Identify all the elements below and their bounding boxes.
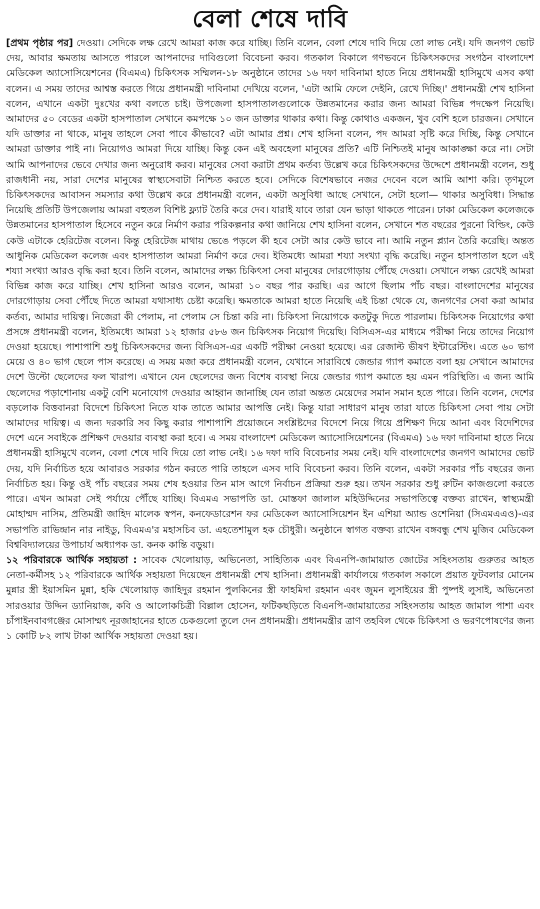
article-paragraph-text: দেওয়া। সেদিকে লক্ষ রেখে আমরা কাজ করে যাচ্ছি। তিনি বলেন, বেলা শেষে দাবি দিয়ে তো লাভ নেই। যদি জনগণ ভোট দেয়, আবার ক্ষমতায় আসতে পারলে আপনাদের দাবিগুলো বিবেচনা করব। গতকাল বিকালে গণভবনে চিকিৎসকদের সংগঠন বাংলাদেশ মেডিকেল অ্যাসোসিয়েশনের (বিএমএ) চিকিৎসক সম্মিলন-১৮ অনুষ্ঠানে তাদের ১৬ দফা দাবিনামা হাতে নিয়ে প্রধানমন্ত্রী হাসিমুখে এসব কথা বলেন। এ সময় তাদের আশ্বস্ত করতে গিয়ে প্রধানমন্ত্রী দাবিনামা দেখিয়ে বলেন, 'এটা আমি ফেলে দেইনি, রেখে দিচ্ছি।' প্রধানমন্ত্রী শেখ হাসিনা বলেন, এখানে একটা দুঃখের কথা বলতে চাই। উপজেলা হাসপাতালগুলোকে উন্নতমানের করার জন্য আমরা বিভিন্ন পদক্ষেপ নিয়েছি। আমাদের ৫০ বেডের একটা হাসপাতাল সেখানে কমপক্ষে ১০ জন ডাক্তার থাকার কথা। কিন্তু কোথাও একজন, খুব বেশি হলে চারজন। সেখানে যদি ডাক্তার না থাকে, মানুষ তাহলে সেবা পাবে কীভাবে? এটা আমার প্রশ্ন। শেখ হাসিনা বলেন, পদ আমরা সৃষ্টি করে দিচ্ছি, কিন্তু সেখানে আমরা ডাক্তার পাই না। নিয়োগও আমরা দিয়ে যাচ্ছি। কিন্তু কেন এই অবহেলা মানুষের প্রতি? এটি নিশ্চিতই মানুষ আকাঙ্ক্ষা করে না। সেটা আমি আপনাদের ভেবে দেখার জন্য অনুরোধ করব। মানুষের সেবা করাটা প্রথম কর্তব্য উল্লেখ করে চিকিৎসকদের উদ্দেশে প্রধানমন্ত্রী বলেন, শুধু রাজধানী নয়, সারা দেশের মানুষের স্বাস্থ্যসেবাটা নিশ্চিত করতে হবে। সেদিকে বিশেষভাবে নজর দেবেন বলে আমি আশা করি। তৃণমূলে চিকিৎসকদের আবাসন সমস্যার কথা উল্লেখ করে প্রধানমন্ত্রী বলেন, একটা অসুবিধা আছে সেখানে, সেটা হলো— থাকার অসুবিধা। সিদ্ধান্ত নিয়েছি প্রতিটি উপজেলায় আমরা বহুতল বিশিষ্ট ফ্ল্যাট তৈরি করে দেব। যারাই যাবে তারা যেন ভাড়া থাকতে পারেন। ঢাকা মেডিকেল কলেজকে উন্নতমানের হাসপাতাল হিসেবে নতুন করে নির্মাণ করার পরিকল্পনার কথা জানিয়ে শেখ হাসিনা বলেন, সেখানে শত বছরের পুরনো বিল্ডিং, কেউ কেউ এটাকে হেরিটেজ বলেন। কিন্তু হেরিটেজ মাথায় ভেঙে পড়লে কী হবে সেটা আর কেউ ভাবে না। আমি নতুন প্ল্যান তৈরি করেছি। অন্তত আধুনিক মেডিকেল কলেজ এবং হাসপাতাল আমরা নির্মাণ করে দেব। ইতিমধ্যে আমরা শয্যা সংখ্যা বৃদ্ধি করেছি। নতুন হাসপাতাল হলে এই শয্যা সংখ্যা আরও বৃদ্ধি করা হবে। তিনি বলেন, আমাদের লক্ষ্য চিকিৎসা সেবা মানুষের দোরগোড়ায় পৌঁছে দেওয়া। সেখানে লক্ষ্য রেখেই আমরা বিভিন্ন কাজ করে যাচ্ছি। শেখ হাসিনা আরও বলেন, আমরা ১০ বছর পার করছি। এর আগে ছিলাম পাঁচ বছর। বাংলাদেশের মানুষের দোরগোড়ায় সেবা পৌঁছে দিতে আমরা যথাসাধ্য চেষ্টা করেছি। ক্ষমতাকে আমরা হাতে নিয়েছি এই চিন্তা থেকে যে, জনগণের সেবা করা আমার কর্তব্য, আমার দায়িত্ব। নিজেরা কী পেলাম, না পেলাম সে চিন্তা করি না। চিকিৎসা নিয়োগকে কতটুকু দিতে পারলাম। চিকিৎসক নিয়োগের কথা প্রসঙ্গে প্রধানমন্ত্রী বলেন, ইতিমধ্যে আমরা ১২ হাজার ৫৮৬ জন চিকিৎসক নিয়োগ দিয়েছি। বিসিএস-এর মাধ্যমে পরীক্ষা নিয়ে তাদের নিয়োগ দেওয়া হয়েছে। পাশাপাশি শুধু চিকিৎসকদের জন্য বিসিএস-এর একটি পরীক্ষা নেওয়া হয়েছে। এর রেজাল্ট ভীষণ ইন্টারেস্টিং। এতে ৬০ ভাগ মেয়ে ও ৪০ ভাগ ছেলে পাস করেছে। এ সময় মজা করে প্রধানমন্ত্রী বলেন, যেখানে সারাবিশ্বে জেন্ডার গ্যাপ কমাতে বলা হয় সেখানে আমাদের দেশে উল্টো ছেলেদের ফল খারাপ। এখানে যেন ছেলেদের জন্য বিশেষ ব্যবস্থা নিয়ে জেন্ডার গ্যাপ কমাতে হয় এমন পরিস্থিতি। এ জন্য আমি ছেলেদের পড়াশোনায় একটু বেশি মনোযোগ দেওয়ার আহ্বান জানাচ্ছি যেন তারা অন্তত মেয়েদের সমান সমান হতে পারে। তিনি বলেন, দেশের বড়লোক বিত্তবানরা বিদেশে চিকিৎসা নিতে যাক তাতে আমার আপত্তি নেই। কিন্তু যারা সাধারণ মানুষ তারা যাতে চিকিৎসা সেবা পায় সেটা আমাদের দায়িত্ব। এ জন্য দরকারি সব কিছু করার পাশাপাশি প্রয়োজনে সংশ্লিষ্টদের বিদেশে নিয়ে গিয়ে প্রশিক্ষণ দিয়ে আনা এবং বিদেশিদের দেশে এনে সবাইকে প্রশিক্ষণ দেওয়ার ব্যবস্থা করা হবে। এ সময় বাংলাদেশ মেডিকেল অ্যাসোসিয়েশনের (বিএমএ) ১৬ দফা দাবিনামা হাতে নিয়ে প্রধানমন্ত্রী হাসিমুখে বলেন, বেলা শেষে দাবি দিয়ে তো লাভ নেই। ১৬ দফা দাবি বিবেচনার সময় নেই। যদি বাংলাদেশের জনগণ আমাদের ভোট দেয়, যদি নির্বাচিত হয়ে আবারও সরকার গঠন করতে পারি তাহলে এসব দাবি বিবেচনা করব। তিনি বলেন, একটা সরকার পাঁচ বছরের জন্য নির্বাচিত হয়। কিন্তু ওই পাঁচ বছরের সময় শেষ হওয়ার তিন মাস আগে নির্বাচন প্রক্রিয়া শুরু হয়। তখন সরকার শুধু রুটিন কাজগুলো করতে পারে। এখন আমরা সেই পর্যায়ে পৌঁছে যাচ্ছি। বিএমএ সভাপতি ডা. মোস্তফা জালাল মহিউদ্দিনের সভাপতিত্বে বক্তব্য রাখেন, স্বাস্থ্যমন্ত্রী মোহাম্মদ নাসিম, প্রতিমন্ত্রী জাহিদ মালেক স্বপন, কনফেডারেশন ফর মেডিকেল অ্যাসোসিয়েশন ইন এশিয়া অ্যান্ড ওশেনিয়া (সিএমএএও)-এর সভাপতি রাভিন্দ্রান নার নাইডু, বিএমএ'র মহাসচিব ডা. এহতেশামুল হক চৌধুরী। অনুষ্ঠানে স্বাগত বক্তব্য রাখেন বঙ্গবন্ধু শেখ মুজিব মেডিকেল বিশ্ববিদ্যালয়ের উপাচার্য অধ্যাপক ডা. কনক কান্তি বড়ুয়া। [6,38,535,551]
article-paragraph-main [6,36,534,553]
article-subheading: ১২ পরিবারকে আর্থিক সহায়তা : [6,554,137,566]
article-body [6,36,534,644]
article-headline: বেলা শেষে দাবি [192,5,348,33]
article-paragraph-text: সাবেক খেলোয়াড়, অভিনেতা, সাহিত্যিক এবং বিএনপি-জামায়াত জোটের সহিংসতায় গুরুতর আহত নেতা-কর্মীসহ ১২ পরিবারকে আর্থিক সহায়তা দিয়েছেন প্রধানমন্ত্রী শেখ হাসিনা। প্রধানমন্ত্রী কার্যালয়ে গতকাল সকালে প্রয়াত ফুটবলার মোনেম মুন্নার স্ত্রী ইয়াসমিন মুন্না, হকি খেলোয়াড় জাহিদুর রহমান পুলকিনের স্ত্রী ফাহমিদা রহমান এবং জুমন লুসাইয়ের স্ত্রী পুষ্পই লুসাই, অভিনেতা সারওয়ার উদ্দিন ড্যানিয়াজ, কবি ও আলোকচিত্রী বিল্লাল হোসেন, ফটিকছড়িতে বিএনপি-জামায়াতের সহিংসতায় আহত জামাল পাশা এবং চাঁপাইনবাবগঞ্জের মোসাম্মৎ নূরজাহানের হাতে চেকগুলো তুলে দেন প্রধানমন্ত্রী। প্রধানমন্ত্রীর ত্রাণ তহবিল থেকে চিকিৎসা ও ভরণপোষণের জন্য ১ কোটি ৮২ লাখ টাকা আর্থিক সহায়তা দেওয়া হয়। [6,554,535,642]
article-paragraph-financial-aid [6,553,534,644]
continued-from-link: [প্রথম পৃষ্ঠার পর] [6,38,74,49]
